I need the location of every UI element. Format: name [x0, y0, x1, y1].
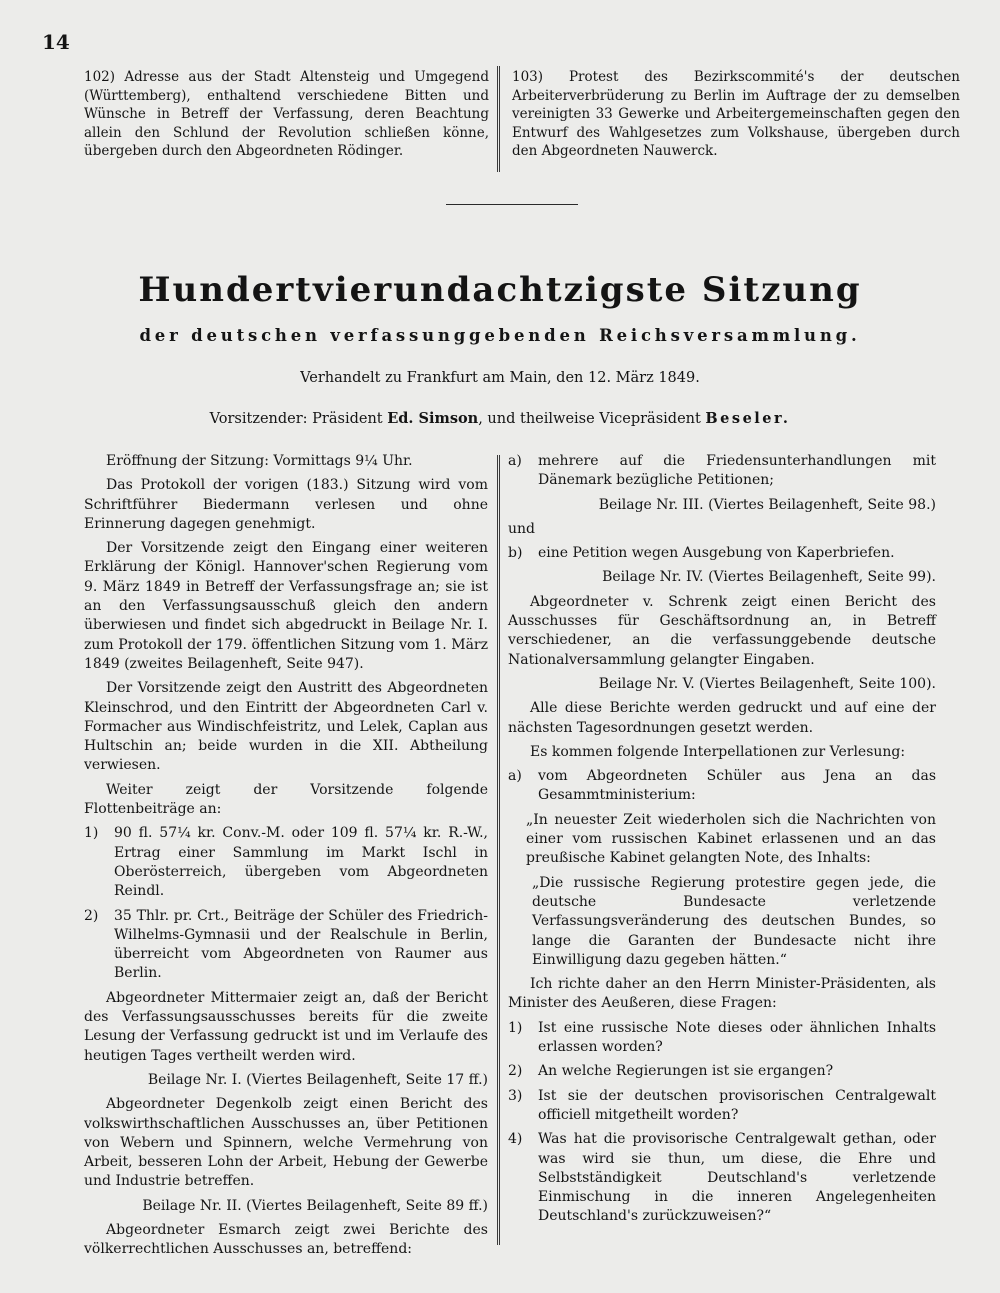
item-text: 35 Thlr. pr. Crt., Beiträge der Schüler des Friedrich-Wilhelms-Gymnasii und der Realschule in Berlin, überreicht vom Abgeordneten von Raumer aus Berlin. [114, 907, 488, 982]
page-number: 14 [42, 30, 70, 54]
chair-middle: , und theilweise Vicepräsident [478, 411, 706, 427]
paragraph-members: Der Vorsitzende zeigt den Austritt des Abgeordneten Kleinschrod, und den Eintritt der Abgeordneten Carl v. Formacher aus Windischfeistritz, und Lelek, Caplan aus Hultschin an; beide wurden in die XII. Abtheilung verwiesen. [84, 680, 488, 774]
item-number: 1) [84, 825, 99, 842]
question-text: Ist eine russische Note dieses oder ähnlichen Inhalts erlassen worden? [538, 1019, 936, 1056]
question-3 [508, 1087, 936, 1126]
item-number: 2) [84, 907, 99, 924]
left-column [84, 452, 488, 1265]
session-subtitle: der deutschen verfassunggebenden Reichsversammlung. [139, 326, 861, 345]
column-divider-main [497, 455, 500, 1245]
reference-beilage-2: Beilage Nr. II. (Viertes Beilagenheft, Seite 89 ff.) [142, 1197, 488, 1214]
chair-line [150, 410, 850, 427]
reference-beilage-4: Beilage Nr. IV. (Viertes Beilagenheft, Seite 99). [602, 569, 936, 586]
question-text: Was hat die provisorische Centralgewalt gethan, oder was wird sie thun, um diese, die Ehre und Selbstständigkeit Deutschland's verletzende Einmischung in die inneren Angelegenheiten Deutschland's zurückzuweisen?“ [538, 1131, 936, 1225]
paragraph-fleet: Weiter zeigt der Vorsitzende folgende Flottenbeiträge an: [84, 781, 488, 818]
item-text: mehrere auf die Friedensunterhandlungen mit Dänemark bezügliche Petitionen; [538, 453, 936, 489]
item-text: vom Abgeordneten Schüler aus Jena an das Gesammtministerium: [538, 768, 936, 804]
paragraph-degenkolb: Abgeordneter Degenkolb zeigt einen Bericht des volkswirthschaftlichen Ausschusses an, über Petitionen von Webern und Spinnern, welche Vermehrung von Arbeit, besseren Lohn der Arbeit, Hebung der Gewerbe und Industrie betreffen. [84, 1096, 488, 1190]
place-date: Verhandelt zu Frankfurt am Main, den 12. März 1849. [300, 370, 700, 386]
question-text: An welche Regierungen ist sie ergangen? [538, 1063, 834, 1080]
question-number: 3) [508, 1087, 523, 1104]
question-number: 2) [508, 1063, 523, 1080]
report-item-a [508, 452, 936, 491]
question-4 [508, 1130, 936, 1226]
quote-intro: „In neuester Zeit wiederholen sich die Nachrichten von einer vom russischen Kabinet erlassenen und an das preußische Kabinet gelangten Note, des Inhalts: [526, 811, 936, 867]
session-title: Hundertvierundachtzigste Sitzung [138, 270, 862, 310]
vice-chair-name: Beseler. [705, 410, 791, 427]
paragraph-schrenk: Abgeordneter v. Schrenk zeigt einen Bericht des Ausschusses für Geschäftsordnung an, in Betreff verschiedener, an die verfassunggebende deutsche Nationalversammlung gelangter Eingaben. [508, 593, 936, 668]
petition-103: 103) Protest des Bezirkscommité's der deutschen Arbeiterverbrüderung zu Berlin im Auftrage der zu demselben vereinigten 33 Gewerke und Arbeitergemeinschaften gegen den Entwurf des Wahlgesetzes zum Volkshause, übergeben durch den Abgeordneten Nauwerck. [512, 69, 960, 160]
paragraph-protocol: Das Protokoll der vorigen (183.) Sitzung wird vom Schriftführer Biedermann verlesen und ohne Erinnerung dagegen genehmigt. [84, 477, 488, 532]
item-letter: b) [508, 545, 523, 562]
item-text: 90 fl. 57¼ kr. Conv.-M. oder 109 fl. 57¼ kr. R.-W., Ertrag einer Sammlung im Markt Ischl in Oberösterreich, übergeben vom Abgeordneten Reindl. [114, 825, 488, 900]
question-number: 4) [508, 1131, 523, 1148]
question-1 [508, 1019, 936, 1058]
fleet-item-1 [84, 824, 488, 901]
petition-102: 102) Adresse aus der Stadt Altensteig und Umgegend (Württemberg), enthaltend verschiedene Bitten und Wünsche in Betreff der Verfassung, deren Beachtung allein den Schlund der Revolution schließen könne, übergeben durch den Abgeordneten Rödinger. [84, 69, 489, 160]
reference-beilage-3: Beilage Nr. III. (Viertes Beilagenheft, Seite 98.) [598, 496, 936, 513]
paragraph-reports: Alle diese Berichte werden gedruckt und auf eine der nächsten Tagesordnungen gesetzt werden. [508, 700, 936, 736]
quote-russian-protest: „Die russische Regierung protestire gegen jede, die deutsche Bundesacte verletzende Verfassungsveränderung des deutschen Bundes, so lange die Garanten der Bundesacte nicht ihre Einwilligung dazu gegeben hätten.“ [532, 874, 936, 968]
section-divider [446, 204, 578, 205]
paragraph-mittermaier: Abgeordneter Mittermaier zeigt an, daß der Bericht des Verfassungsausschusses bereits für die zweite Lesung der Verfassung gedruckt ist und im Verlaufe des heutigen Tages vertheilt werden wird. [84, 989, 488, 1064]
question-number: 1) [508, 1019, 523, 1036]
column-divider-top [497, 66, 500, 172]
paragraph-esmarch: Abgeordneter Esmarch zeigt zwei Berichte des völkerrechtlichen Ausschusses an, betreffend: [84, 1221, 488, 1258]
item-letter: a) [508, 453, 522, 469]
paragraph-opening: Eröffnung der Sitzung: Vormittags 9¼ Uhr. [106, 453, 413, 469]
item-text: eine Petition wegen Ausgebung von Kaperbriefen. [538, 545, 895, 562]
conjunction-und: und [508, 520, 535, 537]
right-column [508, 452, 936, 1232]
chair-name: Ed. Simson [387, 410, 479, 427]
fleet-item-2 [84, 907, 488, 984]
petitions-continued [84, 68, 960, 160]
chair-prefix: Vorsitzender: Präsident [209, 411, 388, 427]
item-letter: a) [508, 768, 522, 785]
report-item-b [508, 544, 936, 563]
paragraph-questions: Ich richte daher an den Herrn Minister-Präsidenten, als Minister des Aeußeren, diese Fragen: [508, 976, 936, 1012]
interpellation-a [508, 767, 936, 806]
question-text: Ist sie der deutschen provisorischen Centralgewalt officiell mitgetheilt worden? [538, 1087, 936, 1123]
reference-beilage-1: Beilage Nr. I. (Viertes Beilagenheft, Seite 17 ff.) [147, 1071, 488, 1088]
reference-beilage-5: Beilage Nr. V. (Viertes Beilagenheft, Seite 100). [598, 675, 936, 692]
paragraph-interpellations: Es kommen folgende Interpellationen zur Verlesung: [530, 743, 906, 760]
question-2 [508, 1062, 936, 1081]
paragraph-hanover: Der Vorsitzende zeigt den Eingang einer weiteren Erklärung der Königl. Hannover'schen Regierung vom 9. März 1849 in Betreff der Verfassungsfrage an; sie ist an den Verfassungsausschuß gleich den andern überwiesen und findet sich abgedruckt in Beilage Nr. I. zum Protokoll der 179. öffentlichen Sitzung vom 1. März 1849 (zweites Beilagenheft, Seite 947). [84, 540, 488, 672]
